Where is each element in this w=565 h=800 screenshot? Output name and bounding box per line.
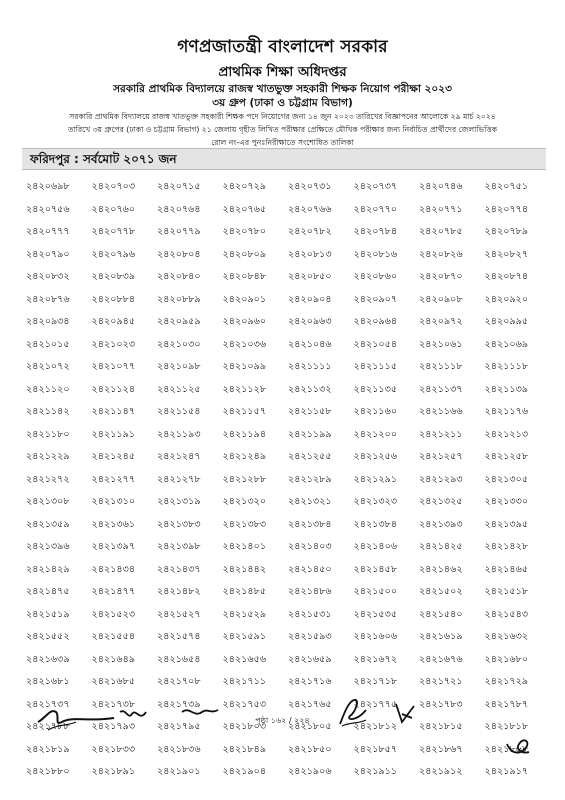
roll-number-cell: ২৪২১২৭২ xyxy=(26,473,70,485)
roll-number-cell: ২৪২১৬১৯ xyxy=(419,631,463,642)
roll-number-cell: ২৪২১৬৫৪ xyxy=(157,653,201,665)
roll-number-cell: ২৪২১৭৯৩ xyxy=(91,721,136,732)
roll-number-cell: ২৪২১২১১ xyxy=(419,428,463,440)
roll-number-cell: ২৪২১৫২৯ xyxy=(222,608,267,620)
roll-number-cell: ২৪২১০৫৪ xyxy=(353,338,398,350)
roll-number-cell: ২৪২০৮৭৪ xyxy=(484,271,529,282)
roll-number-cell: ২৪২০৭৭৭ xyxy=(26,226,70,237)
roll-number-cell: ২৪২১৭৩৯ xyxy=(157,698,201,710)
roll-number-cell: ২৪২১২১৩ xyxy=(484,428,529,440)
roll-number-cell: ২৪২১১৩৭ xyxy=(419,383,463,395)
roll-number-cell: ২৪২০৮৬০ xyxy=(353,271,398,282)
roll-number-cell: ২৪২১৬৩২ xyxy=(484,631,529,642)
roll-number-cell: ২৪২১৭০৮ xyxy=(157,676,201,687)
page-number: পৃষ্ঠা ১৬২ / ২২৪ xyxy=(255,716,310,725)
roll-number-cell: ২৪২১২৫৭ xyxy=(419,451,463,462)
roll-number-cell: ২৪২১৫৪৩ xyxy=(484,608,529,620)
roll-number-cell: ২৪২০৭৬৪ xyxy=(157,203,201,215)
roll-number-cell: ২৪২০৮১৬ xyxy=(353,248,398,260)
roll-number-cell: ২৪২১৩৯৮ xyxy=(157,541,201,552)
roll-number-cell: ২৪২১৯০৬ xyxy=(288,766,332,777)
roll-number-cell: ২৪২১১৯৩ xyxy=(157,428,201,440)
government-title: গণপ্রজাতন্ত্রী বাংলাদেশ সরকার xyxy=(177,37,388,57)
roll-number-cell: ২৪২১৪৫০ xyxy=(288,563,332,575)
roll-number-cell: ২৪২১৮১৫ xyxy=(419,721,463,732)
roll-number-cell: ২৪২১৬৫৯ xyxy=(288,653,332,665)
roll-number-cell: ২৪২১৩১০ xyxy=(91,496,136,507)
roll-number-cell: ২৪২১১৩২ xyxy=(288,383,332,395)
notice-description: সরকারি প্রাথমিক বিদ্যালয়ে রাজস্ব খাতভুক্ত সহকারী শিক্ষক পদে নিয়োগের জন্য ১৪ জুন ২০২৩ তারিখের বিজ্ঞাপনের আলোকে ২৯ মার্চ ২০২৪ তারিখে ৩য় গ্রুপের (ঢাকা ও চট্টগ্রাম বিভাগ) ২১ জেলায় গৃহীত লিখিত পরীক্ষার প্রেক্ষিতে মৌখিক পরীক্ষার জন্য নির্বাচিত প্রার্থীদের জেলাভিত্তিক রোল নং-এর পুনঃনিরীক্ষাতে সংশোধিত তালিকা xyxy=(67,112,498,147)
roll-number-cell: ২৪২০৯৫৯ xyxy=(157,316,201,327)
roll-number-cell: ২৪২১৪৭৭ xyxy=(91,586,136,597)
roll-number-cell: ২৪২১০২৩ xyxy=(91,338,136,350)
roll-number-cell: ২৪২০৮২৬ xyxy=(419,248,463,260)
roll-number-cell: ২৪২১১১১ xyxy=(288,361,332,372)
roll-number-cell: ২৪২০৭৩৭ xyxy=(353,181,398,192)
roll-number-cell: ২৪২০৭৯৬ xyxy=(91,248,136,260)
roll-number-cell: ২৪২১১৭৬ xyxy=(484,406,529,417)
roll-number-cell: ২৪২১৩১৯ xyxy=(157,496,201,507)
roll-number-cell: ২৪২১১৪৭ xyxy=(91,406,136,417)
roll-number-cell: ২৪২১৭২১ xyxy=(419,676,463,687)
roll-number-cell: ২৪২১১১৮ xyxy=(419,361,463,372)
roll-number-cell: ২৪২১১১৮ xyxy=(484,361,529,372)
roll-number-cell: ২৪২১৫০০ xyxy=(353,586,398,597)
roll-number-cell: ২৪২১৬৪৯ xyxy=(91,653,136,665)
roll-number-cell: ২৪২১৮৬৭ xyxy=(419,743,463,755)
roll-number-cell: ২৪২১৪৮৬ xyxy=(288,586,332,597)
roll-number-cell: ২৪২১৮৪৯ xyxy=(222,743,267,755)
roll-number-cell: ২৪২১৩৯৩ xyxy=(419,518,463,530)
roll-number-cell: ২৪২১৭৮৭ xyxy=(484,698,529,710)
roll-number-cell: ২৪২১১৯১ xyxy=(91,428,136,440)
roll-number-cell: ২৪২০৮৮৪ xyxy=(91,293,136,305)
roll-number-cell: ২৪২১৪৮৫ xyxy=(222,586,267,597)
roll-number-cell: ২৪২১২৪৯ xyxy=(222,451,267,462)
roll-number-cell: ২৪২১২৪৭ xyxy=(157,451,201,462)
roll-number-cell: ২৪২১১২০ xyxy=(26,383,70,395)
roll-number-cell: ২৪২১৫৫২ xyxy=(26,631,70,642)
roll-number-cell: ২৪২০৭৮২ xyxy=(288,226,332,237)
roll-number-cell: ২৪২১০৩৬ xyxy=(222,338,267,350)
roll-number-cell: ২৪২১২২৯ xyxy=(26,451,70,462)
roll-number-cell: ২৪২০৭৪৬ xyxy=(419,181,463,192)
roll-number-cell: ২৪২১০৩০ xyxy=(157,338,201,350)
roll-number-cell: ২৪২১৮০৫ xyxy=(288,721,332,732)
roll-number-cell: ২৪২১৩৮৪ xyxy=(353,518,398,530)
roll-number-cell: ২৪২১২৮৮ xyxy=(222,473,267,485)
roll-number-cell: ২৪২০৭৮৪ xyxy=(353,226,398,237)
roll-number-cell: ২৪২১২৫৬ xyxy=(353,451,398,462)
roll-number-cell: ২৪২১৮৩৬ xyxy=(157,743,201,755)
roll-number-cell: ২৪২০৭৫৬ xyxy=(26,203,70,215)
roll-number-cell: ২৪২০৭৭৮ xyxy=(91,226,136,237)
roll-number-cell: ২৪২১৬৮৫ xyxy=(91,676,136,687)
roll-number-cell: ২৪২১৭৯৫ xyxy=(157,721,201,732)
roll-number-cell: ২৪২০৭০৩ xyxy=(91,181,136,192)
roll-number-cell: ২৪২০৯০১ xyxy=(222,293,267,305)
roll-number-cell: ২৪২০৯০৭ xyxy=(353,293,398,305)
roll-number-cell: ২৪২১১১৫ xyxy=(353,361,398,372)
district-section-bar xyxy=(22,148,546,170)
roll-number-cell: ২৪২১০৯৮ xyxy=(157,361,201,372)
roll-number-cell: ২৪২১৩৯৬ xyxy=(26,541,70,552)
roll-number-cell: ২৪২০৮০৪ xyxy=(157,248,201,260)
district-title: ফরিদপুর : সর্বমোট ২০৭১ জন xyxy=(30,152,177,166)
roll-number-cell: ২৪২১৬৮১ xyxy=(26,676,70,687)
roll-number-cell: ২৪২০৮৫০ xyxy=(288,271,332,282)
roll-number-cell: ২৪২০৮১৩ xyxy=(288,248,332,260)
roll-number-cell: ২৪২১৪০৩ xyxy=(288,541,332,552)
roll-number-cell: ২৪২১২৪৫ xyxy=(91,451,136,462)
roll-number-cell: ২৪২০৭৮৯ xyxy=(484,226,529,237)
roll-number-cell: ২৪২০৯০৪ xyxy=(288,293,332,305)
roll-number-cell: ২৪২১৯১২ xyxy=(419,766,463,777)
roll-number-cell: ২৪২০৭১৫ xyxy=(157,181,201,192)
roll-number-cell: ২৪২১৬৭২ xyxy=(353,653,398,665)
roll-number-cell: ২৪২১৮৫৭ xyxy=(353,743,398,755)
roll-number-cell: ২৪২১৩৮৪ xyxy=(288,518,332,530)
roll-number-cell: ২৪২১৮৩৩ xyxy=(91,743,136,755)
roll-number-cell: ২৪২০৭২৯ xyxy=(222,181,267,192)
roll-number-cell: ২৪২১৯১৭ xyxy=(484,766,529,777)
roll-number-cell: ২৪২১১৩৯ xyxy=(484,383,529,395)
roll-number-cell: ২৪২১৪৭৫ xyxy=(26,586,70,597)
roll-number-cell: ২৪২০৮৩৯ xyxy=(91,271,136,282)
roll-number-cell: ২৪২০৭৬৫ xyxy=(222,203,267,215)
roll-number-cell: ২৪২১০৭২ xyxy=(26,361,70,372)
roll-number-cell: ২৪২০৯২০ xyxy=(484,293,529,305)
roll-number-cell: ২৪২১২৫৮ xyxy=(484,451,529,462)
roll-number-cell: ২৪২১৬৩৯ xyxy=(26,653,70,665)
roll-number-cell: ২৪২১১৫৪ xyxy=(157,406,201,417)
roll-number-cell: ২৪২০৭৭৯ xyxy=(157,226,201,237)
roll-number-cell: ২৪২১৬৫৬ xyxy=(222,653,267,665)
signature-6 xyxy=(505,734,531,758)
roll-number-cell: ২৪২০৭৩১ xyxy=(288,181,332,192)
roll-number-cell: ২৪২১৮১৮ xyxy=(484,721,529,732)
roll-number-cell: ২৪২১৪০৬ xyxy=(353,541,398,552)
roll-number-cell: ২৪২১৫০২ xyxy=(419,586,463,597)
roll-number-cell: ২৪২১৩০৫ xyxy=(484,473,529,485)
roll-number-cell: ২৪২১২০০ xyxy=(353,428,398,440)
roll-number-cell: ২৪২০৯৬০ xyxy=(222,316,267,327)
roll-number-cell: ২৪২১৫৩৫ xyxy=(353,608,398,620)
roll-number-cell: ২৪২০৭৮০ xyxy=(222,226,267,237)
roll-number-cell: ২৪২০৯০৮ xyxy=(419,293,463,305)
roll-number-cell: ২৪২১৭১৮ xyxy=(353,676,398,687)
roll-number-cell: ২৪২১৪৫৮ xyxy=(353,563,398,575)
roll-number-cell: ২৪২১৩৬১ xyxy=(91,518,136,530)
roll-number-table xyxy=(22,176,546,784)
roll-number-cell: ২৪২১৩৫৯ xyxy=(26,518,70,530)
roll-number-cell: ২৪২০৮৪৮ xyxy=(222,271,267,282)
roll-number-cell: ২৪২১৩৩০ xyxy=(484,496,529,507)
roll-number-cell: ২৪২১২৭৭ xyxy=(91,473,136,485)
roll-number-cell: ২৪২১৪২৯ xyxy=(26,563,70,575)
roll-number-cell: ২৪২১১২৫ xyxy=(157,383,201,395)
roll-number-cell: ২৪২১৫১৮ xyxy=(484,586,529,597)
roll-number-cell: ২৪২১৮০৩ xyxy=(222,721,267,732)
roll-number-cell: ২৪২০৮৩২ xyxy=(26,271,70,282)
roll-number-cell: ২৪২১৩২১ xyxy=(288,496,332,507)
roll-number-cell: ২৪২১২৯১ xyxy=(353,473,398,485)
roll-number-cell: ২৪২১১২৮ xyxy=(222,383,267,395)
roll-number-cell: ২৪২০৮৭০ xyxy=(419,271,463,282)
roll-number-cell: ২৪২১৭২৯ xyxy=(484,676,529,687)
roll-number-cell: ২৪২১১৬৬ xyxy=(419,406,463,417)
roll-number-cell: ২৪২১১৮০ xyxy=(26,428,70,440)
roll-number-cell: ২৪২১৪৬২ xyxy=(419,563,463,575)
exam-title: সরকারি প্রাথমিক বিদ্যালয়ে রাজস্ব খাতভুক্ত সহকারী শিক্ষক নিয়োগ পরীক্ষা ২০২৩ xyxy=(113,83,452,95)
roll-number-cell: ২৪২১৪২৮ xyxy=(484,541,529,552)
roll-number-cell: ২৪২১৮১২ xyxy=(353,721,398,732)
department-title: প্রাথমিক শিক্ষা অধিদপ্তর xyxy=(218,64,347,80)
roll-number-cell: ২৪২০৬৯৮ xyxy=(26,181,70,192)
roll-number-cell: ২৪২১৭৩৭ xyxy=(26,698,70,710)
roll-number-cell: ২৪২১৩২৫ xyxy=(419,496,463,507)
roll-number-cell: ২৪২০৯৬৪ xyxy=(353,316,398,327)
roll-number-cell: ২৪২১১৬০ xyxy=(353,406,398,417)
roll-number-cell: ২৪২১২৯৩ xyxy=(419,473,463,485)
roll-number-cell: ২৪২১৭১৬ xyxy=(288,676,332,687)
roll-number-cell: ২৪২১২৭৮ xyxy=(157,473,201,485)
roll-number-cell: ২৪২১৬০৬ xyxy=(353,631,398,642)
roll-number-cell: ২৪২১২৫৫ xyxy=(288,451,332,462)
roll-number-cell: ২৪২১৫৯৩ xyxy=(288,631,332,642)
roll-number-cell: ২৪২০৮৪০ xyxy=(157,271,201,282)
roll-number-cell: ২৪২১০৬৯ xyxy=(484,338,529,350)
roll-number-cell: ২৪২১৩৯৭ xyxy=(91,541,136,552)
roll-number-cell: ২৪২১৮১৯ xyxy=(26,743,70,755)
roll-number-cell: ২৪২০৯৭২ xyxy=(419,316,463,327)
roll-number-cell: ২৪২১৪৪২ xyxy=(222,563,267,575)
roll-number-cell: ২৪২১৩৯৫ xyxy=(484,518,529,530)
roll-number-cell: ২৪২১৭৮৮ xyxy=(26,721,70,732)
roll-number-cell: ২৪২১৮৫০ xyxy=(288,743,332,755)
roll-number-cell: ২৪২১৪২৫ xyxy=(419,541,463,552)
roll-number-cell: ২৪২১০৯৯ xyxy=(222,361,267,372)
roll-number-cell: ২৪২১৩২০ xyxy=(222,496,267,507)
roll-number-cell: ২৪২১৯০৪ xyxy=(222,766,267,777)
roll-number-cell: ২৪২১৭৫৩ xyxy=(222,698,267,710)
roll-number-cell: ২৪২০৮২৭ xyxy=(484,248,529,260)
roll-number-cell: ২৪২০৯৩৪ xyxy=(26,316,70,327)
roll-number-cell: ২৪২১৫২৩ xyxy=(91,608,136,620)
roll-number-cell: ২৪২১১৯৪ xyxy=(222,428,267,440)
group-title: ৩য় গ্রুপ (ঢাকা ও চট্টগ্রাম বিভাগ) xyxy=(212,97,353,109)
roll-number-cell: ২৪২০৭৬৬ xyxy=(288,203,332,215)
roll-number-cell: ২৪২১৫৭৪ xyxy=(157,631,201,642)
roll-number-cell: ২৪২১৭১১ xyxy=(222,676,267,687)
roll-number-cell: ২৪২০৭৬০ xyxy=(91,203,136,215)
roll-number-cell: ২৪২০৯৪৫ xyxy=(91,316,136,327)
roll-number-cell: ২৪২১৪৬৫ xyxy=(484,563,529,575)
roll-number-cell: ২৪২১৯১১ xyxy=(353,766,398,777)
roll-number-cell: ২৪২১৭৮৩ xyxy=(419,698,463,710)
roll-number-cell: ২৪২০৮৭৬ xyxy=(26,293,70,305)
roll-number-cell: ২৪২১৪৮২ xyxy=(157,586,201,597)
roll-number-cell: ২৪২০৯৯৫ xyxy=(484,316,529,327)
roll-number-cell: ২৪২০৮৮৯ xyxy=(157,293,201,305)
roll-number-cell: ২৪২১৬৮০ xyxy=(484,653,529,665)
roll-number-cell: ২৪২১৫১৯ xyxy=(26,608,70,620)
roll-number-cell: ২৪২০৭৭৪ xyxy=(484,203,529,215)
roll-number-cell: ২৪২১৯০১ xyxy=(157,766,201,777)
roll-number-cell: ২৪২১২৮৯ xyxy=(288,473,332,485)
roll-number-cell: ২৪২১৩৮৩ xyxy=(157,518,201,530)
roll-number-cell: ২৪২১০৭৭ xyxy=(91,361,136,372)
roll-number-cell: ২৪২১১৯৯ xyxy=(288,428,332,440)
roll-number-cell: ২৪২০৭৭০ xyxy=(353,203,398,215)
roll-number-cell: ২৪২১৩০৮ xyxy=(26,496,70,507)
roll-number-cell: ২৪২১১৪২ xyxy=(26,406,70,417)
roll-number-cell: ২৪২১৫৯১ xyxy=(222,631,267,642)
roll-number-cell: ২৪২১৮৯১ xyxy=(91,766,136,777)
roll-number-cell: ২৪২১৪০১ xyxy=(222,541,267,552)
roll-number-cell: ২৪২১৭৬৫ xyxy=(288,698,332,710)
roll-number-cell: ২৪২১০৬১ xyxy=(419,338,463,350)
roll-number-cell: ২৪২১৮৬৮ xyxy=(484,743,529,755)
roll-number-cell: ২৪২১৬৭৬ xyxy=(419,653,463,665)
roll-number-cell: ২৪২০৭৭১ xyxy=(419,203,463,215)
roll-number-cell: ২৪২১৮৮০ xyxy=(26,766,70,777)
roll-number-cell: ২৪২১৫৩১ xyxy=(288,608,332,620)
roll-number-cell: ২৪২১৪৩৭ xyxy=(157,563,201,575)
roll-number-cell: ২৪২১৩৮৩ xyxy=(222,518,267,530)
roll-number-cell: ২৪২০৭৯০ xyxy=(26,248,70,260)
roll-number-cell: ২৪২১১৫৮ xyxy=(288,406,332,417)
roll-number-cell: ২৪২০৮০৯ xyxy=(222,248,267,260)
roll-number-cell: ২৪২০৭৮৫ xyxy=(419,226,463,237)
roll-number-cell: ২৪২১১৫৭ xyxy=(222,406,267,417)
roll-number-cell: ২৪২১১২৪ xyxy=(91,383,136,395)
roll-number-cell: ২৪২১৪৩৪ xyxy=(91,563,136,575)
roll-number-cell: ২৪২১৭৭৫ xyxy=(353,698,398,710)
roll-number-cell: ২৪২১০১৫ xyxy=(26,338,70,350)
roll-number-cell: ২৪২১০৪৬ xyxy=(288,338,332,350)
roll-number-cell: ২৪২০৯৬৩ xyxy=(288,316,332,327)
roll-number-cell: ২৪২১৫২৭ xyxy=(157,608,201,620)
roll-number-cell: ২৪২১৭৩৮ xyxy=(91,698,136,710)
roll-number-cell: ২৪২১৫৪০ xyxy=(419,608,463,620)
roll-number-cell: ২৪২১৩২৩ xyxy=(353,496,398,507)
roll-number-cell: ২৪২১১৩৫ xyxy=(353,383,398,395)
roll-number-cell: ২৪২০৭৫১ xyxy=(484,181,529,192)
roll-number-cell: ২৪২১৫৫৪ xyxy=(91,631,136,642)
